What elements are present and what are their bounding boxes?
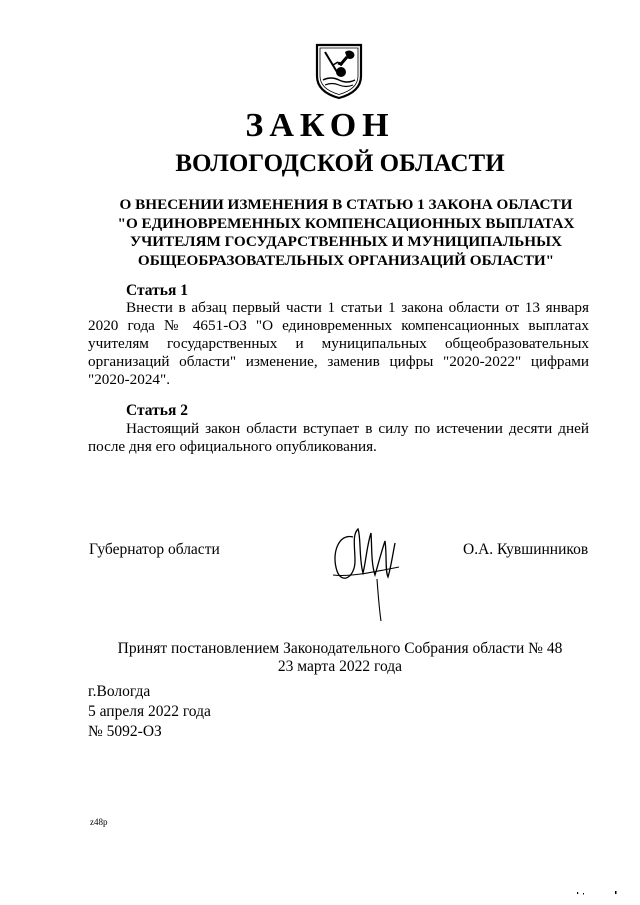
law-number: № 5092-ОЗ bbox=[88, 723, 162, 740]
article-2-heading: Статья 2 bbox=[126, 402, 188, 419]
paragraph-line: учителям государственных и муниципальных общеобразовательных bbox=[88, 335, 589, 352]
handwritten-signature bbox=[325, 515, 405, 623]
region-title: ВОЛОГОДСКОЙ ОБЛАСТИ bbox=[175, 150, 505, 177]
scan-marks bbox=[575, 887, 620, 897]
signing-date: 5 апреля 2022 года bbox=[88, 703, 211, 720]
article-2-text bbox=[88, 420, 589, 456]
place-date-block bbox=[88, 682, 211, 742]
subject-line: ОБЩЕОБРАЗОВАТЕЛЬНЫХ ОРГАНИЗАЦИЙ ОБЛАСТИ" bbox=[137, 251, 555, 269]
paragraph-line: Внести в абзац первый части 1 статьи 1 закона области от 13 января bbox=[126, 299, 589, 316]
paragraph-line: организаций области" изменение, заменив цифры "2020-2022" цифрами bbox=[88, 353, 589, 370]
subject-line: УЧИТЕЛЯМ ГОСУДАРСТВЕННЫХ И МУНИЦИПАЛЬНЫХ bbox=[130, 233, 562, 250]
paragraph-line: Настоящий закон области вступает в силу по истечении десяти дней bbox=[126, 420, 589, 437]
signatory-title: Губернатор области bbox=[89, 541, 220, 558]
article-1-heading: Статья 1 bbox=[126, 282, 188, 299]
paragraph-line: "2020-2024". bbox=[88, 371, 171, 388]
subject-line: О ВНЕСЕНИИ ИЗМЕНЕНИЯ В СТАТЬЮ 1 ЗАКОНА ОБЛАСТИ bbox=[119, 196, 573, 213]
paragraph-line: 2020 года № 4651-ОЗ "О единовременных компенсационных выплатах bbox=[88, 317, 589, 334]
document-title: ЗАКОН bbox=[245, 107, 395, 144]
article-1-text bbox=[88, 299, 589, 389]
city: г.Вологда bbox=[88, 683, 151, 700]
subject-line: "О ЕДИНОВРЕМЕННЫХ КОМПЕНСАЦИОННЫХ ВЫПЛАТАХ bbox=[117, 214, 575, 232]
law-subject-title bbox=[86, 196, 606, 270]
paragraph-line: после дня его официального опубликования. bbox=[88, 438, 377, 455]
signatory-name: О.А. Кувшинников bbox=[463, 541, 589, 558]
adoption-date: 23 марта 2022 года bbox=[277, 658, 403, 675]
coat-of-arms-emblem bbox=[311, 42, 367, 100]
document-code: z48p bbox=[90, 817, 108, 827]
adoption-note bbox=[0, 640, 640, 676]
adoption-line: Принят постановлением Законодательного Собрания области № 48 bbox=[117, 640, 563, 657]
